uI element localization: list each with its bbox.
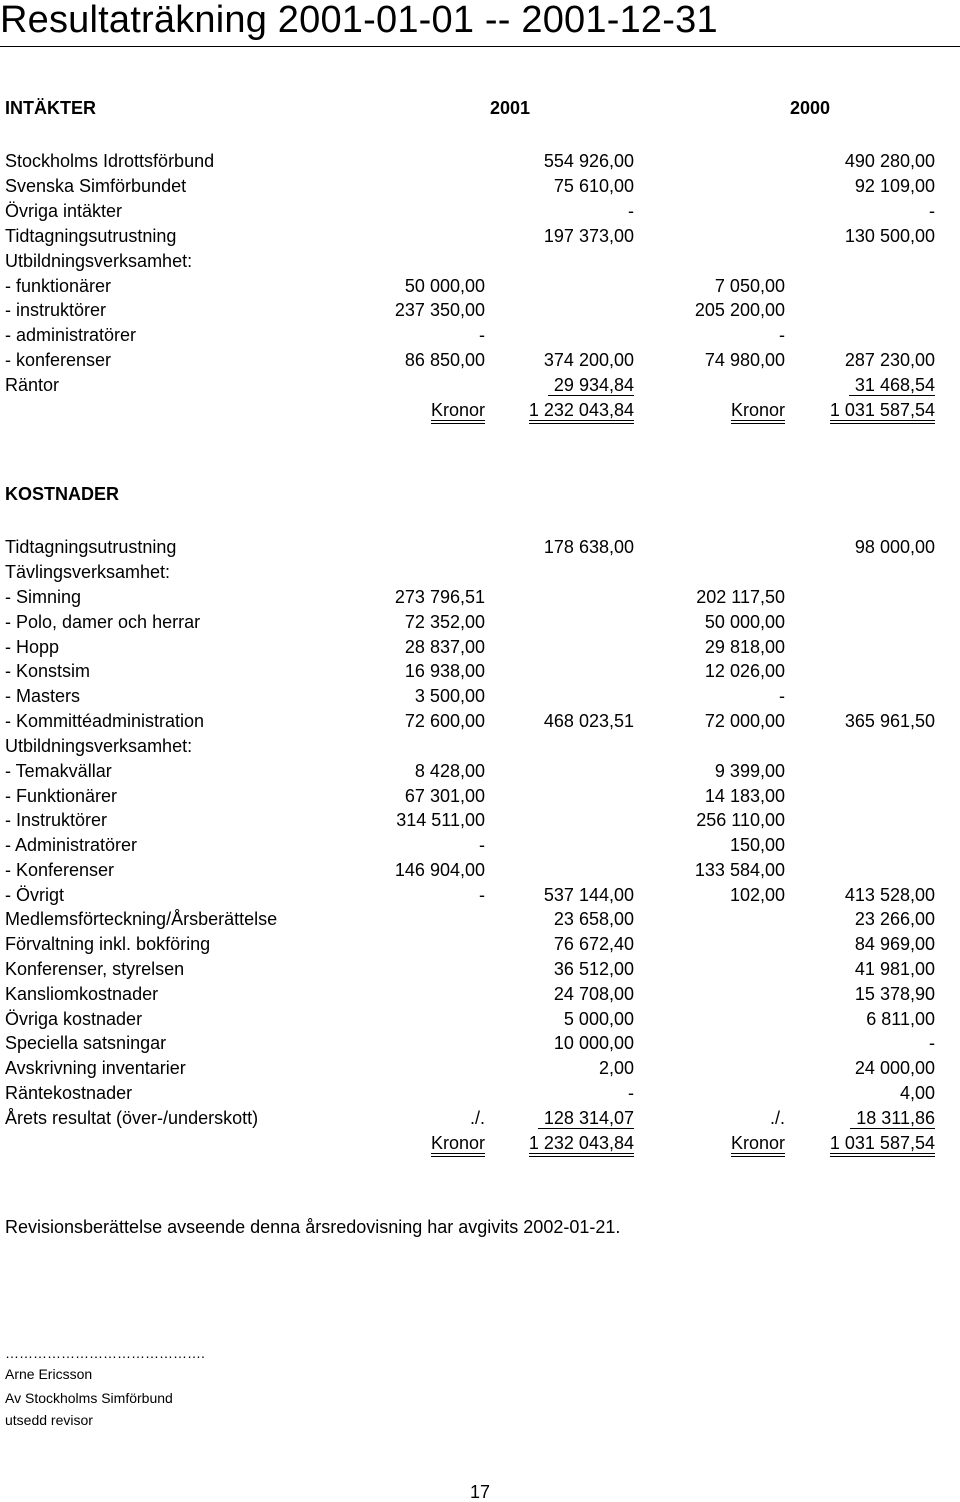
value-2001: 178 638,00 (543, 537, 634, 557)
value-2001: 2,00 (598, 1058, 634, 1078)
audit-note: Revisionsberättelse avseende denna årsredovisning har avgivits 2002-01-21. (5, 1217, 621, 1237)
row-label: Räntor (5, 375, 60, 395)
row-label: - Funktionärer (5, 786, 118, 806)
subvalue-2001: 28 837,00 (404, 637, 485, 657)
row-label: Årets resultat (över-/underskott) (5, 1108, 259, 1128)
subvalue-2000: 133 584,00 (694, 860, 785, 880)
income-heading: INTÄKTER (5, 98, 96, 118)
value-2000: 24 000,00 (854, 1058, 935, 1078)
subvalue-2000: 12 026,00 (704, 661, 785, 681)
signature-line: ……………………………………. (5, 1345, 205, 1361)
value-2000: 23 266,00 (854, 909, 935, 929)
row-label: Medlemsförteckning/Årsberättelse (5, 909, 278, 929)
subvalue-2001: - (479, 835, 485, 855)
income-row (0, 299, 960, 323)
subvalue-2000: 14 183,00 (704, 786, 785, 806)
title-rule (0, 46, 960, 47)
row-label: Utbildningsverksamhet: (5, 251, 193, 271)
row-label: - Övrigt (5, 885, 65, 905)
income-row (0, 374, 960, 398)
value-2000: - (929, 1033, 935, 1053)
costs-total-row (0, 1132, 960, 1156)
total-2000: 1 031 587,54 (830, 1133, 935, 1157)
value-2000: 31 468,54 (849, 375, 935, 396)
result-marker: ./. (769, 1108, 785, 1128)
subvalue-2001: 8 428,00 (414, 761, 485, 781)
signer-organization: Av Stockholms Simförbund (5, 1390, 173, 1406)
value-2001: 23 658,00 (553, 909, 634, 929)
value-2001: 24 708,00 (553, 984, 634, 1004)
cost-row (0, 660, 960, 684)
total-2000: 1 031 587,54 (830, 400, 935, 424)
row-label: - Polo, damer och herrar (5, 612, 201, 632)
income-row (0, 324, 960, 348)
result-2000: 18 311,86 (850, 1108, 935, 1129)
year-current-header: 2001 (490, 98, 531, 118)
subvalue-2000: 205 200,00 (694, 300, 785, 320)
subvalue-2000: - (779, 686, 785, 706)
value-2000: 92 109,00 (854, 176, 935, 196)
subvalue-2001: 72 352,00 (404, 612, 485, 632)
subvalue-2001: 314 511,00 (396, 810, 485, 830)
value-2000: 287 230,00 (844, 350, 935, 370)
subvalue-2000: 72 000,00 (704, 711, 785, 731)
cost-row (0, 859, 960, 883)
subvalue-2001: 16 938,00 (404, 661, 485, 681)
subvalue-2000: 9 399,00 (714, 761, 785, 781)
row-label: Övriga intäkter (5, 201, 123, 221)
cost-row (0, 536, 960, 560)
signer-role: utsedd revisor (5, 1412, 93, 1428)
subvalue-2001: - (479, 325, 485, 345)
cost-row (0, 785, 960, 809)
row-label: - Konferenser (5, 860, 115, 880)
currency-label: Kronor (731, 400, 785, 424)
row-label: Tävlingsverksamhet: (5, 562, 171, 582)
value-2001: 29 934,84 (548, 375, 634, 396)
subvalue-2000: 50 000,00 (704, 612, 785, 632)
value-2001: 468 023,51 (543, 711, 634, 731)
row-label: - Administratörer (5, 835, 138, 855)
subvalue-2000: 29 818,00 (704, 637, 785, 657)
row-label: Speciella satsningar (5, 1033, 167, 1053)
subvalue-2001: 3 500,00 (414, 686, 485, 706)
row-label: - Konstsim (5, 661, 91, 681)
value-2001: - (628, 201, 634, 221)
row-label: Avskrivning inventarier (5, 1058, 186, 1078)
row-label: Tidtagningsutrustning (5, 226, 177, 246)
value-2000: - (929, 201, 935, 221)
value-2001: 374 200,00 (543, 350, 634, 370)
value-2001: - (628, 1083, 634, 1103)
row-label: - Simning (5, 587, 82, 607)
cost-row (0, 611, 960, 635)
costs-heading: KOSTNADER (5, 484, 120, 504)
cost-row (0, 710, 960, 734)
income-row (0, 275, 960, 299)
year-prev-header: 2000 (790, 98, 831, 118)
value-2000: 15 378,90 (854, 984, 935, 1004)
subvalue-2001: 146 904,00 (394, 860, 485, 880)
subvalue-2001: 50 000,00 (404, 276, 485, 296)
cost-row (0, 958, 960, 982)
value-2000: 413 528,00 (844, 885, 935, 905)
income-total-row (0, 399, 960, 423)
subvalue-2000: 7 050,00 (714, 276, 785, 296)
value-2001: 5 000,00 (563, 1009, 634, 1029)
income-row (0, 150, 960, 174)
cost-row (0, 1057, 960, 1081)
row-label: - Instruktörer (5, 810, 108, 830)
currency-label: Kronor (431, 400, 485, 424)
income-row (0, 200, 960, 224)
value-2001: 75 610,00 (553, 176, 634, 196)
value-2001: 554 926,00 (543, 151, 634, 171)
value-2001: 10 000,00 (553, 1033, 634, 1053)
value-2000: 84 969,00 (854, 934, 935, 954)
cost-row (0, 685, 960, 709)
value-2001: 537 144,00 (543, 885, 634, 905)
signer-name: Arne Ericsson (5, 1366, 93, 1382)
row-label: - funktionärer (5, 276, 112, 296)
page-title: Resultaträkning 2001-01-01 -- 2001-12-31 (0, 0, 718, 41)
value-2000: 41 981,00 (854, 959, 935, 979)
result-2001: 128 314,07 (538, 1108, 634, 1129)
subvalue-2001: 67 301,00 (404, 786, 485, 806)
row-label: - instruktörer (5, 300, 107, 320)
subvalue-2001: - (479, 885, 485, 905)
cost-row (0, 933, 960, 957)
subvalue-2000: 102,00 (729, 885, 785, 905)
income-row (0, 349, 960, 373)
value-2000: 130 500,00 (844, 226, 935, 246)
value-2000: 98 000,00 (854, 537, 935, 557)
subvalue-2001: 72 600,00 (404, 711, 485, 731)
total-2001: 1 232 043,84 (529, 1133, 634, 1157)
row-label: Övriga kostnader (5, 1009, 143, 1029)
row-label: Tidtagningsutrustning (5, 537, 177, 557)
row-label: - Masters (5, 686, 81, 706)
cost-row (0, 834, 960, 858)
income-row (0, 175, 960, 199)
value-2001: 197 373,00 (543, 226, 634, 246)
row-label: - Hopp (5, 637, 60, 657)
value-2000: 490 280,00 (844, 151, 935, 171)
row-label: - konferenser (5, 350, 112, 370)
income-row (0, 250, 960, 274)
cost-row (0, 983, 960, 1007)
total-2001: 1 232 043,84 (529, 400, 634, 424)
subvalue-2000: 150,00 (729, 835, 785, 855)
row-label: Utbildningsverksamhet: (5, 736, 193, 756)
value-2001: 36 512,00 (553, 959, 634, 979)
value-2000: 6 811,00 (866, 1009, 935, 1029)
subvalue-2001: 273 796,51 (394, 587, 485, 607)
value-2001: 76 672,40 (553, 934, 634, 954)
row-label: Konferenser, styrelsen (5, 959, 185, 979)
cost-row (0, 636, 960, 660)
cost-row (0, 1082, 960, 1106)
cost-row (0, 586, 960, 610)
subvalue-2000: 256 110,00 (696, 810, 785, 830)
row-label: Svenska Simförbundet (5, 176, 187, 196)
value-2000: 365 961,50 (844, 711, 935, 731)
cost-row (0, 760, 960, 784)
row-label: - administratörer (5, 325, 137, 345)
result-marker: ./. (469, 1108, 485, 1128)
subvalue-2000: 202 117,50 (696, 587, 785, 607)
currency-label: Kronor (431, 1133, 485, 1157)
cost-row (0, 809, 960, 833)
subvalue-2000: 74 980,00 (704, 350, 785, 370)
subvalue-2001: 237 350,00 (394, 300, 485, 320)
row-label: Kansliomkostnader (5, 984, 159, 1004)
cost-row (0, 735, 960, 759)
cost-row (0, 1008, 960, 1032)
cost-row (0, 1032, 960, 1056)
row-label: Förvaltning inkl. bokföring (5, 934, 211, 954)
subvalue-2000: - (779, 325, 785, 345)
row-label: - Kommittéadministration (5, 711, 205, 731)
value-2000: 4,00 (899, 1083, 935, 1103)
income-row (0, 225, 960, 249)
cost-row (0, 561, 960, 585)
subvalue-2001: 86 850,00 (404, 350, 485, 370)
row-label: Stockholms Idrottsförbund (5, 151, 215, 171)
row-label: Räntekostnader (5, 1083, 133, 1103)
row-label: - Temakvällar (5, 761, 112, 781)
currency-label: Kronor (731, 1133, 785, 1157)
result-row (0, 1107, 960, 1131)
cost-row (0, 884, 960, 908)
cost-row (0, 908, 960, 932)
page-number: 17 (469, 1482, 491, 1502)
